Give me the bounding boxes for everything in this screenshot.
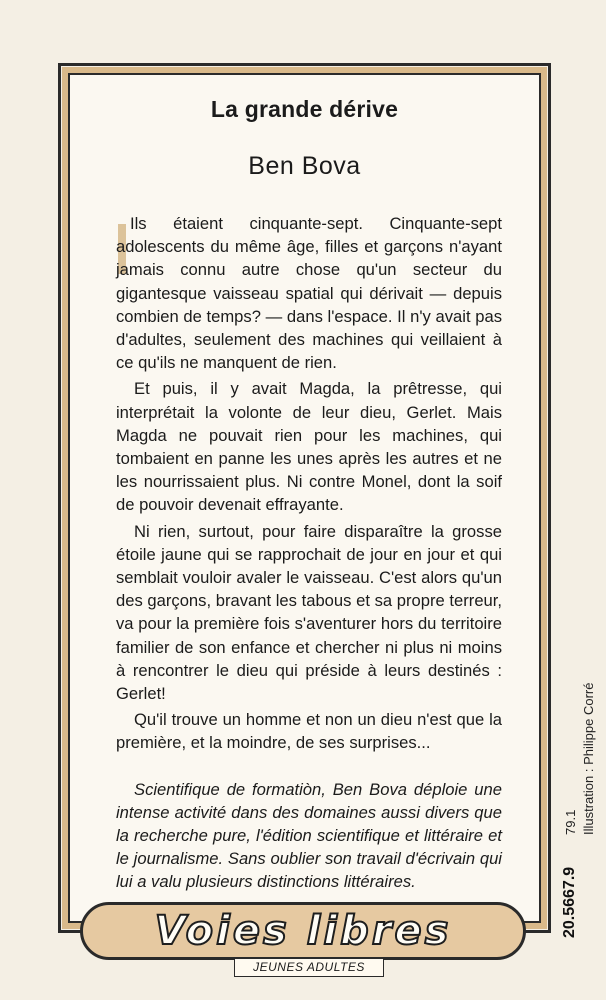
blurb-paragraph-3: Ni rien, surtout, pour faire disparaître la grosse étoile jaune qui se rapprochait de jour en jour et qui semblait vouloir avaler le vaisseau. C'est alors qu'un des garçons, bravant les tabous et sa propre terreur, va pour la première fois s'aventurer hors du territoire familier de son enfance et chercher ni plus ni moins à rencontrer le dieu qui préside à leurs destinés : Gerlet! — [116, 521, 502, 704]
isbn-number: 20.5667.9 — [561, 866, 578, 938]
back-cover-text — [116, 212, 502, 894]
book-title: La grande dérive — [210, 96, 399, 122]
blurb-paragraph-2: Et puis, il y avait Magda, la prêtresse, qui interprétait la volonte de leur dieu, Gerlet. Mais Magda ne pouvait rien pour les machines, qui tombaient en panne les unes après les autres et ne les nourrissaient plus. Ni contre Monel, dont la soif de pouvoir devenait effrayante. — [116, 379, 502, 515]
blurb-paragraph-1: Ils étaient cinquante-sept. Cinquante-sept adolescents du même âge, filles et garçons n'ayant jamais connu autre chose qu'un secteur du gigantesque vaisseau spatial qui dérivait — depuis combien de temps? — dans l'espace. Il n'y avait pas d'adultes, seulement des machines qui veillaient à ce qu'ils ne manquent de rien. — [116, 214, 502, 373]
author-bio: Scientifique de formatiòn, Ben Bova déploie une intense activité dans des domaines aussi divers que la recherche pure, l'édition scientifique et littéraire et le journalisme. Sans oublier son travail d'écrivain qui lui a valu plusieurs distinctions littéraires. — [116, 779, 502, 892]
series-banner — [58, 902, 551, 978]
print-code: 79.1 — [563, 809, 578, 835]
series-tag: JEUNES ADULTES — [234, 958, 384, 977]
book-author: Ben Bova — [248, 152, 361, 180]
illustration-credit: Illustration : Philippe Corré — [581, 682, 596, 835]
series-name: Voies libres — [154, 908, 452, 954]
blurb-paragraph-4: Qu'il trouve un homme et non un dieu n'est que la première, et la moindre, de ses surprises... — [116, 710, 502, 753]
